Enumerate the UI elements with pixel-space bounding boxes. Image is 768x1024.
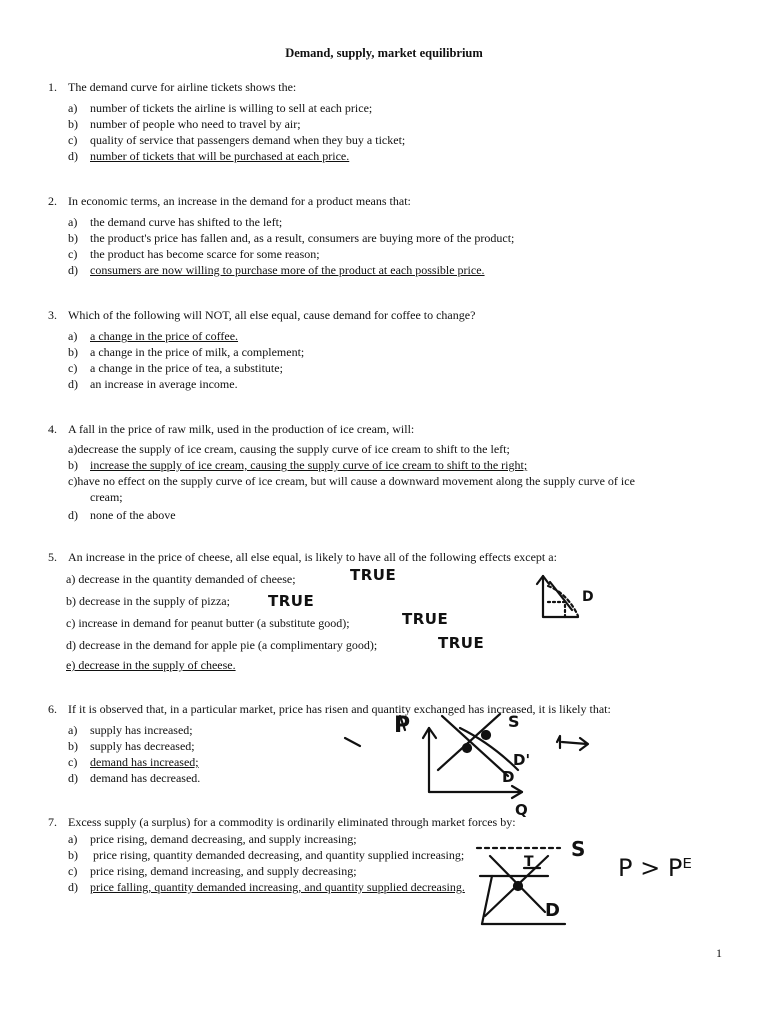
q6-option-b: b) supply has decreased;	[68, 739, 195, 753]
q5-sketch-label-d: D	[582, 589, 594, 605]
q4-option-d: d) none of the above	[68, 508, 176, 522]
q4-option-b: b) increase the supply of ice cream, causing the supply curve of ice cream to shift to the right;	[68, 458, 528, 472]
q5-option-a: a) decrease in the quantity demanded of cheese;	[66, 572, 296, 586]
q5-option-b: b) decrease in the supply of pizza;	[66, 594, 230, 608]
q5-sketch	[537, 576, 578, 617]
q4-option-c: c)have no effect on the supply curve of ice cream, but will cause a downward movement along the supply curve of ice	[68, 474, 635, 488]
q7-note-price-above-equilibrium: P > Pᴱ	[618, 854, 692, 882]
q3-option-d: d) an increase in average income.	[68, 377, 238, 391]
q6-option-a: a) supply has increased;	[68, 723, 193, 737]
q1-option-d: d) number of tickets that will be purchased at each price.	[68, 149, 350, 163]
q6-label-s: S	[508, 712, 520, 731]
q6-sketch	[345, 714, 588, 798]
q5-option-d: d) decrease in the demand for apple pie (a complimentary good);	[66, 638, 378, 652]
q1-option-b: b) number of people who need to travel by air;	[68, 117, 301, 131]
q7-label-s: S	[571, 837, 586, 861]
question-6: 6. If it is observed that, in a particular market, price has risen and quantity exchanged has increased, it is likely that:	[48, 702, 611, 716]
question-7: 7. Excess supply (a surplus) for a commodity is ordinarily eliminated through market forces by:	[48, 815, 516, 829]
q3-option-c: c) a change in the price of tea, a substitute;	[68, 361, 283, 375]
q6-option-d: d) demand has decreased.	[68, 771, 201, 785]
q2-option-b: b) the product's price has fallen and, as a result, consumers are buying more of the product;	[68, 231, 515, 245]
q7-label-t: T	[524, 854, 534, 870]
page-number: 1	[716, 946, 722, 960]
question-5: 5. An increase in the price of cheese, all else equal, is likely to have all of the following effects except a:	[48, 550, 557, 564]
q3-option-b: b) a change in the price of milk, a complement;	[68, 345, 305, 359]
q4-option-c-continued: cream;	[90, 490, 123, 504]
handwritten-true-a: TRUE	[350, 566, 397, 584]
q1-option-c: c) quality of service that passengers demand when they buy a ticket;	[68, 133, 406, 147]
question-1: 1. The demand curve for airline tickets shows the:	[48, 80, 297, 94]
q6-label-q: Q	[515, 801, 528, 819]
handwritten-true-d: TRUE	[438, 634, 485, 652]
q7-option-d: d) price falling, quantity demanded increasing, and quantity supplied decreasing.	[68, 880, 465, 894]
q6-label-d-prime: D'	[513, 751, 531, 769]
q6-option-c: c) demand has increased;	[68, 755, 199, 769]
page-title: Demand, supply, market equilibrium	[285, 46, 483, 60]
q3-option-a: a) a change in the price of coffee.	[68, 329, 239, 343]
q2-option-c: c) the product has become scarce for some reason;	[68, 247, 320, 261]
handwritten-true-b: TRUE	[268, 592, 315, 610]
q7-option-c: c) price rising, demand increasing, and supply decreasing;	[68, 864, 357, 878]
question-3: 3. Which of the following will NOT, all else equal, cause demand for coffee to change?	[48, 308, 476, 322]
q2-option-a: a) the demand curve has shifted to the left;	[68, 215, 283, 229]
q7-option-a: a) price rising, demand decreasing, and supply increasing;	[68, 832, 357, 846]
q5-option-c: c) increase in demand for peanut butter (a substitute good);	[66, 616, 350, 630]
q4-option-a: a)decrease the supply of ice cream, causing the supply curve of ice cream to shift to the left;	[68, 442, 510, 456]
question-4: 4. A fall in the price of raw milk, used in the production of ice cream, will:	[48, 422, 415, 436]
question-2: 2. In economic terms, an increase in the demand for a product means that:	[48, 194, 411, 208]
q1-option-a: a) number of tickets the airline is willing to sell at each price;	[68, 101, 373, 115]
q5-option-e: e) decrease in the supply of cheese.	[66, 658, 236, 672]
handwritten-true-c: TRUE	[402, 610, 449, 628]
q6-label-d: D	[502, 768, 515, 786]
q2-option-d: d) consumers are now willing to purchase more of the product at each possible price.	[68, 263, 485, 277]
q7-label-d: D	[545, 900, 560, 921]
q7-option-b: b) price rising, quantity demanded decreasing, and quantity supplied increasing;	[68, 848, 465, 862]
q6-label-p: P	[394, 713, 411, 738]
